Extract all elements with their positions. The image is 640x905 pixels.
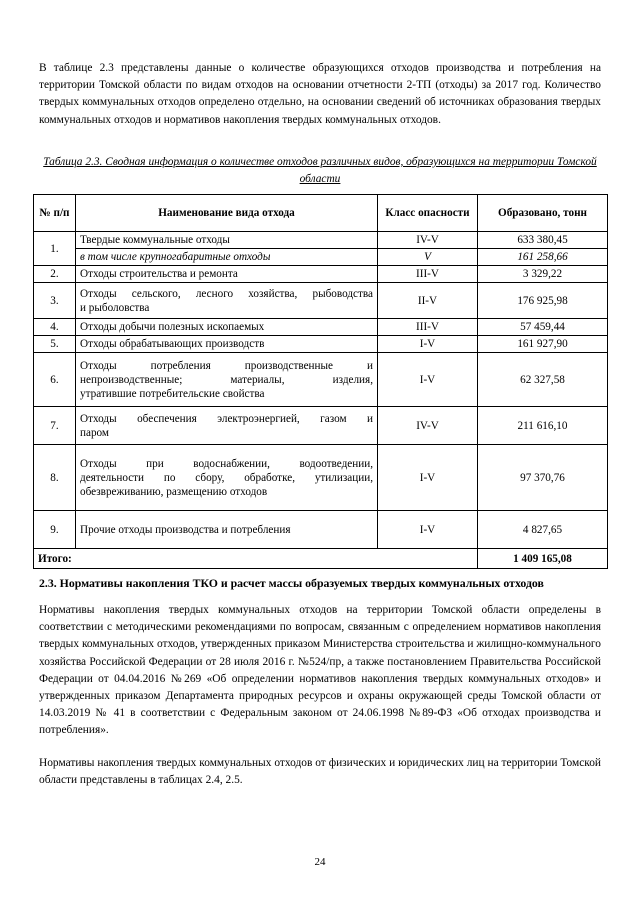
table-row	[34, 511, 608, 549]
table-row	[34, 407, 608, 445]
row-name-line: Отходы обеспечения электроэнергией, газом и	[80, 412, 373, 425]
page-number: 24	[314, 856, 326, 868]
row-name-line: непроизводственные; материалы, изделия,	[80, 373, 373, 386]
header-name: Наименование вида отхода	[76, 195, 378, 232]
table-row	[34, 266, 608, 283]
row-name	[76, 283, 378, 319]
row-num: 6.	[34, 353, 76, 407]
row-name: Отходы строительства и ремонта	[76, 266, 378, 283]
row-amount: 57 459,44	[478, 319, 608, 336]
tables-reference-paragraph: Нормативы накопления твердых коммунальных отходов от физических и юридических лиц на территории Томской области представлены в таблицах 2.4, 2.5.	[39, 757, 601, 787]
row-amount: 62 327,58	[478, 353, 608, 407]
row-name-line: Отходы сельского, лесного хозяйства, рыбоводства	[80, 287, 373, 300]
table-header-row	[34, 195, 608, 232]
total-label: Итого:	[34, 549, 478, 569]
row-num: 2.	[34, 266, 76, 283]
row-class: I-V	[378, 511, 478, 549]
row-num: 9.	[34, 511, 76, 549]
row-class: I-V	[378, 445, 478, 511]
section-heading: 2.3. Нормативы накопления ТКО и расчет массы образуемых твердых коммунальных отходов	[39, 576, 544, 590]
header-num: № п/п	[34, 195, 76, 232]
row-name-line: паром	[80, 426, 110, 439]
header-class: Класс опасности	[378, 195, 478, 232]
row-name-line: деятельности по сбору, обработке, утилизации,	[80, 471, 373, 484]
row-amount: 633 380,45	[478, 232, 608, 249]
total-amount: 1 409 165,08	[478, 549, 608, 569]
row-amount: 176 925,98	[478, 283, 608, 319]
table-caption: Таблица 2.3. Сводная информация о количестве отходов различных видов, образующихся на территории Томской области	[43, 156, 597, 185]
row-name-line: Отходы при водоснабжении, водоотведении,	[80, 457, 373, 470]
intro-paragraph: В таблице 2.3 представлены данные о количестве образующихся отходов производства и потребления на территории Томской области по видам отходов на основании отчетности 2-ТП (отходы) за 2017 год. Количество твердых коммунальных отходов определено отдельно, на основании сведений об источниках образования твердых коммунальных отходов и нормативов накопления твердых коммунальных отходов.	[39, 62, 601, 126]
row-num: 3.	[34, 283, 76, 319]
table-row	[34, 445, 608, 511]
row-name: в том числе крупногабаритные отходы	[76, 249, 378, 266]
row-class: IV-V	[378, 407, 478, 445]
row-name: Отходы обрабатывающих производств	[76, 336, 378, 353]
row-class: I-V	[378, 353, 478, 407]
table-row	[34, 249, 608, 266]
row-class: III-V	[378, 266, 478, 283]
row-num: 1.	[34, 232, 76, 266]
table-row	[34, 336, 608, 353]
table-total-row	[34, 549, 608, 569]
row-amount: 161 258,66	[478, 249, 608, 266]
norms-paragraph: Нормативы накопления твердых коммунальных отходов на территории Томской области определены в соответствии с методическими рекомендациями по вопросам, связанным с определением нормативов накопления твердых коммунальных отходов, утвержденных приказом Министерства строительства и жилищно-коммунального хозяйства Российской Федерации от 28 июля 2016 г. №524/пр, а также постановлением Правительства Российской Федерации от 04.04.2016 №269 «Об определении нормативов накопления твердых коммунальных отходов» и утвержденных приказом Департамента природных ресурсов и охраны окружающей среды Томской области от 14.03.2019 № 41 в соответствии с Федеральным законом от 24.06.1998 №89-ФЗ «Об отходах производства и потребления».	[39, 604, 601, 737]
row-name-line: обезвреживанию, размещению отходов	[80, 485, 268, 498]
row-class: III-V	[378, 319, 478, 336]
table-row	[34, 283, 608, 319]
row-name	[76, 445, 378, 511]
row-num: 7.	[34, 407, 76, 445]
row-class: IV-V	[378, 232, 478, 249]
row-name: Отходы добычи полезных ископаемых	[76, 319, 378, 336]
row-name	[76, 407, 378, 445]
row-name: Твердые коммунальные отходы	[76, 232, 378, 249]
row-class: I-V	[378, 336, 478, 353]
table-row	[34, 232, 608, 249]
row-class: II-V	[378, 283, 478, 319]
table-row	[34, 319, 608, 336]
waste-summary-table	[33, 194, 608, 569]
row-num: 5.	[34, 336, 76, 353]
row-class: V	[378, 249, 478, 266]
row-name	[76, 353, 378, 407]
row-amount: 97 370,76	[478, 445, 608, 511]
row-amount: 4 827,65	[478, 511, 608, 549]
row-amount: 161 927,90	[478, 336, 608, 353]
row-name-line: Отходы потребления производственные и	[80, 359, 373, 372]
row-num: 4.	[34, 319, 76, 336]
row-amount: 3 329,22	[478, 266, 608, 283]
row-name-line: и рыболовства	[80, 301, 150, 314]
row-name-line: утратившие потребительские свойства	[80, 387, 265, 400]
row-num: 8.	[34, 445, 76, 511]
row-name: Прочие отходы производства и потребления	[76, 511, 378, 549]
table-row	[34, 353, 608, 407]
row-amount: 211 616,10	[478, 407, 608, 445]
header-amount: Образовано, тонн	[478, 195, 608, 232]
